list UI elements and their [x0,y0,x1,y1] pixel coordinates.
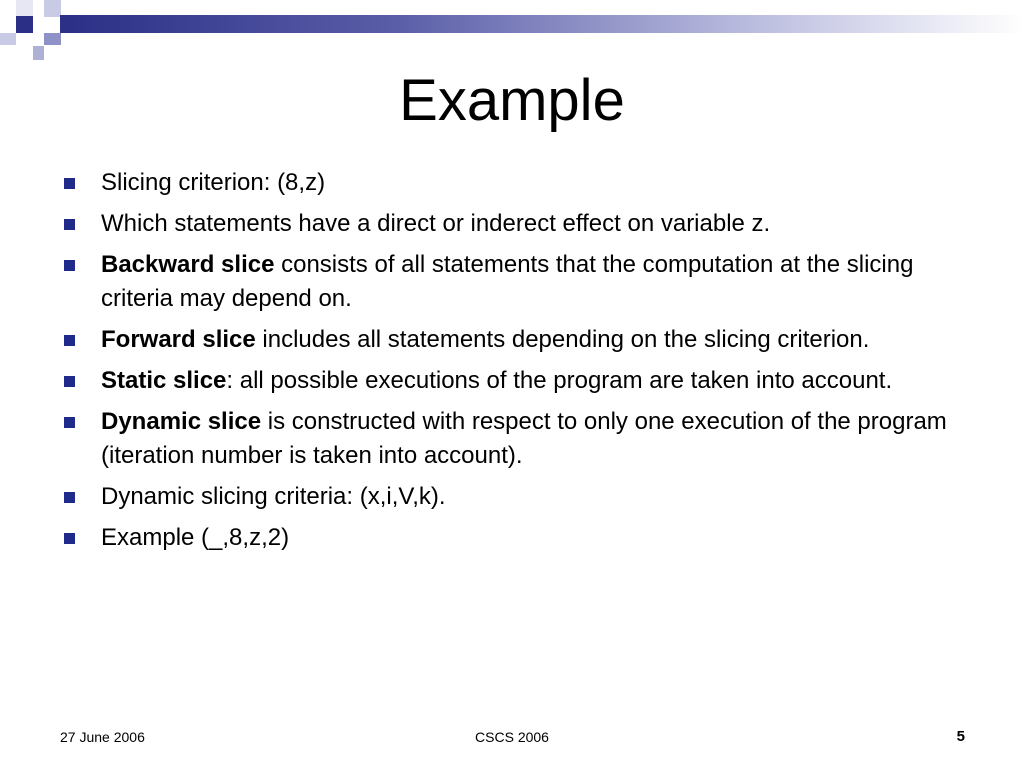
bullet-text: Dynamic slicing criteria: (x,i,V,k). [101,483,446,510]
bullet-item [60,521,960,555]
header-gradient-bar [60,15,1024,33]
decor-square [0,33,16,45]
bullet-bold-term: Dynamic slice [101,408,262,435]
bullet-text: : all possible executions of the program are taken into account. [226,367,893,394]
bullet-item [60,207,960,241]
bullet-item [60,364,960,398]
bullet-text: Example (_,8,z,2) [101,524,290,551]
bullet-list [60,166,960,562]
bullet-square-icon [64,178,75,189]
decor-square [33,46,44,60]
bullet-square-icon [64,417,75,428]
bullet-square-icon [64,376,75,387]
bullet-item [60,166,960,200]
bullet-square-icon [64,335,75,346]
decor-square [44,33,61,45]
bullet-item [60,480,960,514]
decor-square [44,0,61,17]
bullet-bold-term: Forward slice [101,326,256,353]
bullet-bold-term: Backward slice [101,251,275,278]
bullet-text: consists of all statements that the computation at the slicing criteria may depend on. [101,251,914,312]
footer-date: 27 June 2006 [60,729,145,745]
page-number: 5 [956,728,965,745]
bullet-square-icon [64,492,75,503]
bullet-text: includes all statements depending on the slicing criterion. [255,326,870,353]
bullet-text: Which statements have a direct or inderect effect on variable z. [101,210,771,237]
bullet-item [60,248,960,316]
bullet-item [60,405,960,473]
bullet-item [60,323,960,357]
decor-square [16,16,33,33]
decor-square [16,0,33,16]
bullet-text: Slicing criterion: (8,z) [101,169,326,196]
footer-conference: CSCS 2006 [475,729,549,745]
bullet-square-icon [64,260,75,271]
bullet-square-icon [64,219,75,230]
slide-title: Example [399,68,625,133]
bullet-square-icon [64,533,75,544]
bullet-bold-term: Static slice [101,367,227,394]
bullet-text: is constructed with respect to only one execution of the program (iteration number is taken into account). [101,408,947,469]
